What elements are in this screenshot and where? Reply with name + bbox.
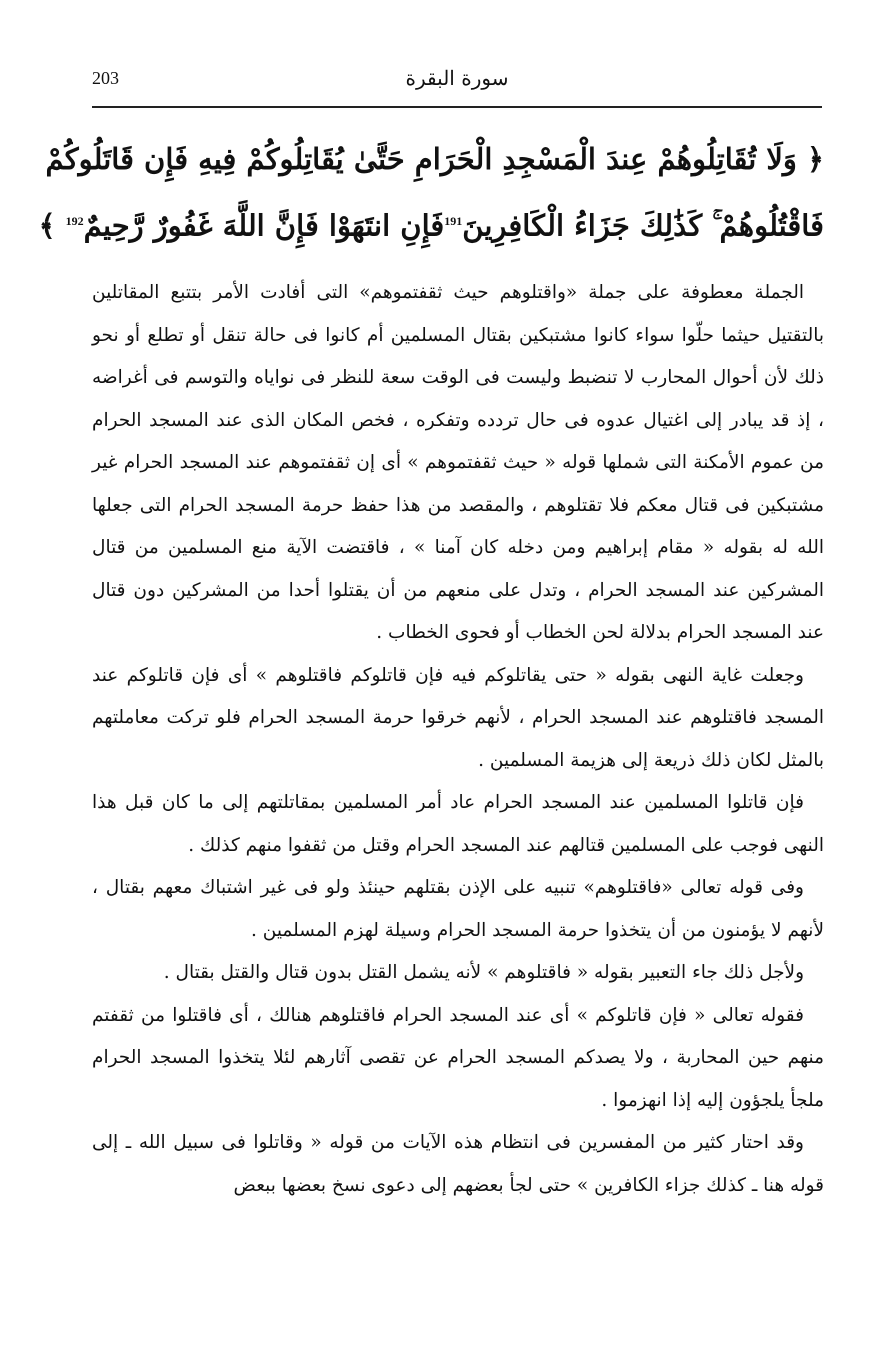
paragraph-1: الجملة معطوفة على جملة «واقتلوهم حيث ثقفتموهم» التى أفادت الأمر بتتبع المقاتلين بالتقتيل حيثما حلّوا سواء كانوا مشتبكين بقتال المسلمين أم كانوا فى حالة تنقل أو تطلع أو نحو ذلك لأن أحوال المحارب لا تنضبط وليست فى الوقت سعة للنظر فى نواياه والتوسم فى أغراضه ، إذ قد يبادر إلى اغتيال عدوه فى حال تردده وتفكره ، فخص المكان الذى عند المسجد الحرام من عموم الأمكنة التى شملها قوله « حيث ثقفتموهم » أى إن ثقفتموهم عند المسجد الحرام غير مشتبكين فى قتال معكم فلا تقتلوهم ، والمقصد من هذا حفظ حرمة المسجد الحرام التى جعلها الله له بقوله « مقام إبراهيم ومن دخله كان آمنا » ، فاقتضت الآية منع المسلمين من قتال المشركين عند المسجد الحرام ، وتدل على منعهم من أن يقتلوا أحدا من المشركين دون قتال عند المسجد الحرام بدلالة لحن الخطاب أو فحوى الخطاب .	[92, 282, 824, 643]
verse-segment-1	[444, 190, 824, 257]
running-title: سورة البقرة	[405, 66, 509, 90]
paragraph-4: وفى قوله تعالى «فاقتلوهم» تنبيه على الإذن بقتلهم حينئذ ولو فى غير اشتباك معهم بقتال ، لأنهم لا يؤمنون من أن يتخذوا حرمة المسجد الحرام وسيلة لهزم المسلمين .	[92, 877, 824, 941]
verse-text-191: فَاقْتُلُوهُمْ ۚ كَذَٰلِكَ جَزَاءُ الْكَافِرِينَ	[462, 208, 824, 243]
paragraph-7: وقد احتار كثير من المفسرين فى انتظام هذه الآيات من قوله « وقاتلوا فى سبيل الله ـ إلى قوله هنا ـ كذلك جزاء الكافرين » حتى لجأ بعضهم إلى دعوى نسخ بعضها ببعض	[92, 1132, 824, 1196]
verse-close-bracket: ﴾	[38, 208, 56, 243]
page-number: 203	[92, 68, 119, 88]
verse-number-191: 191	[444, 214, 463, 228]
verse-text-192: فَإِنِ انتَهَوْا فَإِنَّ اللَّهَ غَفُورٌ رَّحِيمٌ	[83, 208, 445, 243]
paragraph-5: ولأجل ذلك جاء التعبير بقوله « فاقتلوهم » لأنه يشمل القتل بدون قتال والقتل بقتال .	[163, 962, 804, 983]
verse-number-192: 192	[65, 214, 84, 228]
quran-verse-block	[38, 128, 824, 257]
verse-line-2	[38, 190, 824, 257]
commentary-text	[92, 272, 824, 1207]
paragraph-3: فإن قاتلوا المسلمين عند المسجد الحرام عاد أمر المسلمين بمقاتلتهم إلى ما كان قبل هذا النهى فوجب على المسلمين قتالهم عند المسجد الحرام وقتل من ثقفوا منهم كذلك .	[92, 792, 824, 856]
paragraph-6: فقوله تعالى « فإن قاتلوكم » أى عند المسجد الحرام فاقتلوهم هنالك ، أى فاقتلوا من ثقفتم منهم حين المحاربة ، ولا يصدكم المسجد الحرام عن تقصى آثارهم لئلا يتخذوا المسجد الحرام ملجأ يلجؤون إليه إذا انهزموا .	[92, 1004, 824, 1111]
page-header	[92, 66, 822, 108]
verse-line-1: ﴿ وَلَا تُقَاتِلُوهُمْ عِندَ الْمَسْجِدِ الْحَرَامِ حَتَّىٰ يُقَاتِلُوكُمْ فِيهِ فَإِن قَاتَلُوكُمْ	[45, 142, 824, 176]
paragraph-2: وجعلت غاية النهى بقوله « حتى يقاتلوكم فيه فإن قاتلوكم فاقتلوهم » أى فإن قاتلوكم عند المسجد فاقتلوهم عند المسجد الحرام ، لأنهم خرقوا حرمة المسجد الحرام فلو تركت معاملتهم بالمثل لكان ذلك ذريعة إلى هزيمة المسلمين .	[92, 664, 824, 771]
verse-segment-2	[39, 190, 445, 257]
